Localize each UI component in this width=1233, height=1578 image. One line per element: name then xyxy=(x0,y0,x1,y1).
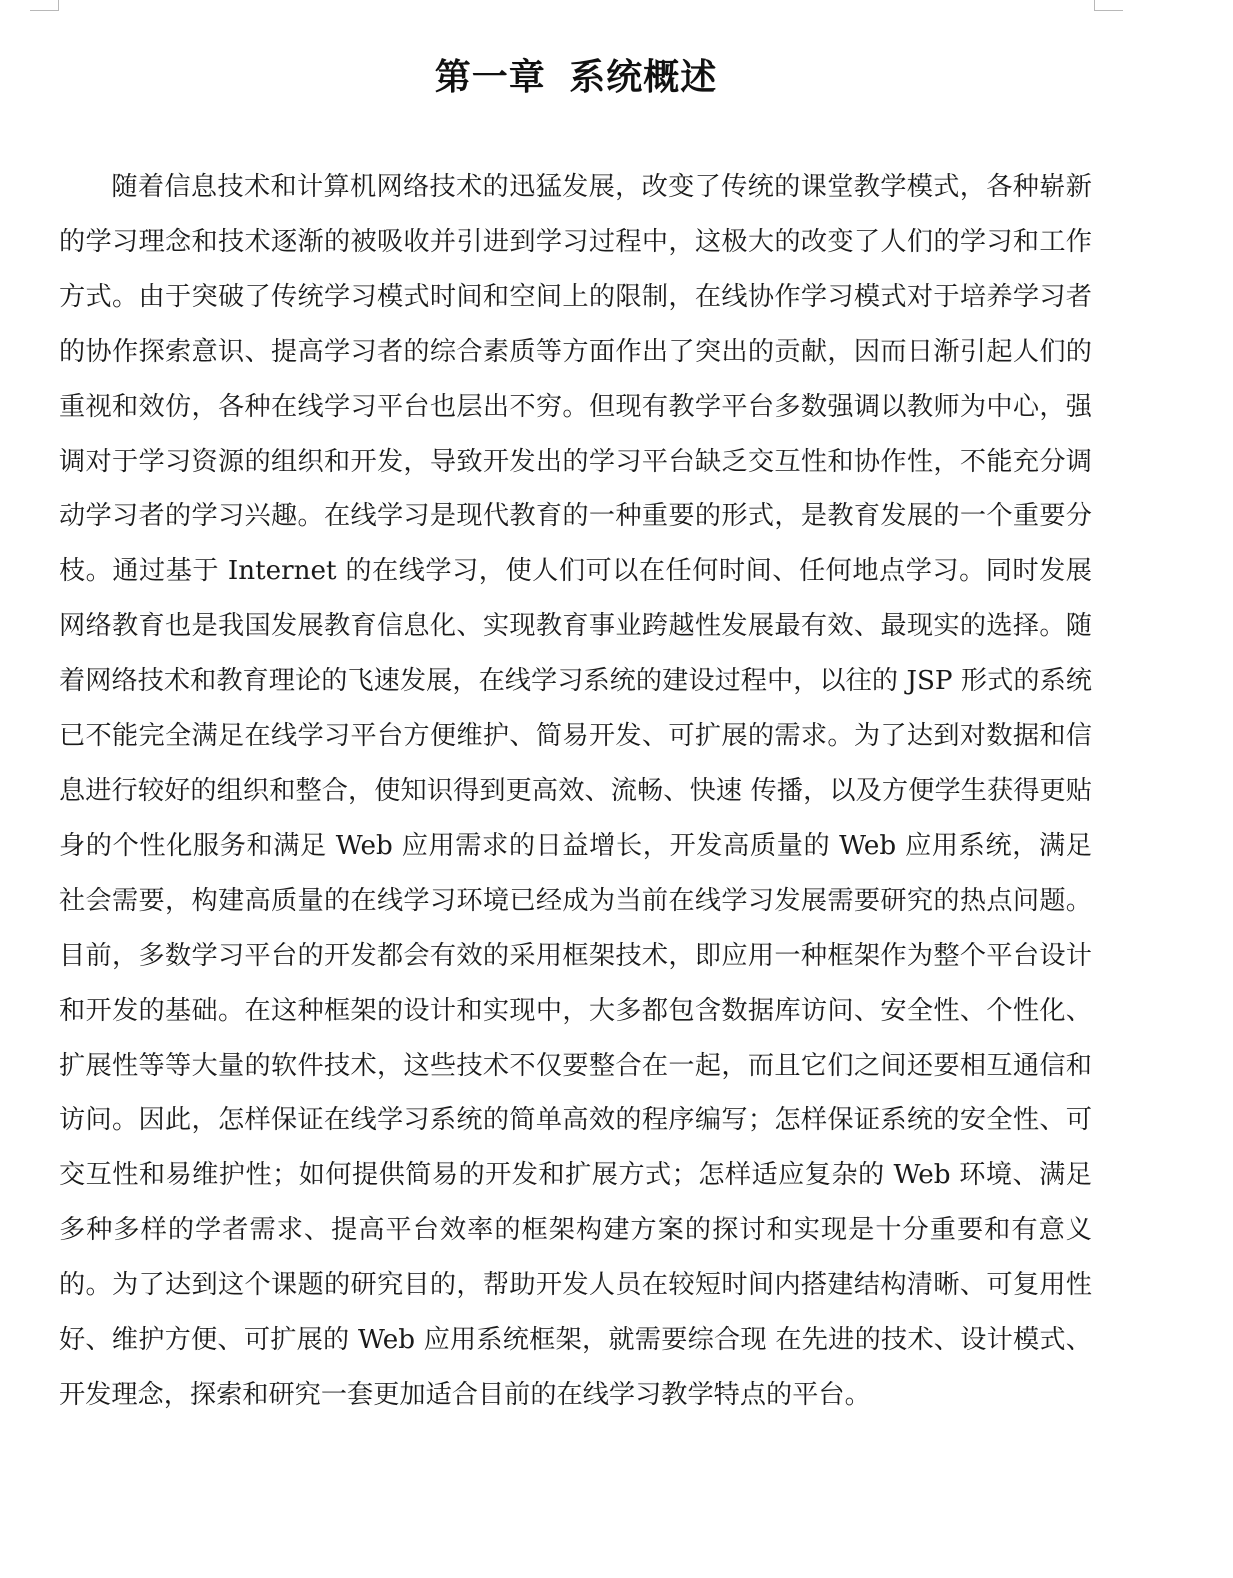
crop-mark-top-left xyxy=(30,0,59,11)
body-paragraph: 随着信息技术和计算机网络技术的迅猛发展，改变了传统的课堂教学模式，各种崭新的学习理念和技术逐渐的被吸收并引进到学习过程中，这极大的改变了人们的学习和工作方式。由于突破了传统学习模式时间和空间上的限制，在线协作学习模式对于培养学习者的协作探索意识、提高学习者的综合素质等方面作出了突出的贡献，因而日渐引起人们的重视和效仿，各种在线学习平台也层出不穷。但现有教学平台多数强调以教师为中心，强调对于学习资源的组织和开发，导致开发出的学习平台缺乏交互性和协作性，不能充分调动学习者的学习兴趣。在线学习是现代教育的一种重要的形式，是教育发展的一个重要分枝。通过基于 Internet 的在线学习，使人们可以在任何时间、任何地点学习。同时发展网络教育也是我国发展教育信息化、实现教育事业跨越性发展最有效、最现实的选择。随着网络技术和教育理论的飞速发展，在线学习系统的建设过程中，以往的 JSP 形式的系统已不能完全满足在线学习平台方便维护、简易开发、可扩展的需求。为了达到对数据和信息进行较好的组织和整合，使知识得到更高效、流畅、快速 传播，以及方便学生获得更贴身的个性化服务和满足 Web 应用需求的日益增长，开发高质量的 Web 应用系统，满足社会需要，构建高质量的在线学习环境已经成为当前在线学习发展需要研究的热点问题。目前，多数学习平台的开发都会有效的采用框架技术，即应用一种框架作为整个平台设计和开发的基础。在这种框架的设计和实现中，大多都包含数据库访问、安全性、个性化、扩展性等等大量的软件技术，这些技术不仅要整合在一起，而且它们之间还要相互通信和访问。因此，怎样保证在线学习系统的简单高效的程序编写；怎样保证系统的安全性、可交互性和易维护性；如何提供简易的开发和扩展方式；怎样适应复杂的 Web 环境、满足多种多样的学者需求、提高平台效率的框架构建方案的探讨和实现是十分重要和有意义的。为了达到这个课题的研究目的，帮助开发人员在较短时间内搭建结构清晰、可复用性好、维护方便、可扩展的 Web 应用系统框架，就需要综合现 在先进的技术、设计模式、开发理念，探索和研究一套更加适合目前的在线学习教学特点的平台。 xyxy=(59,172,1092,1410)
chapter-title: 第一章 系统概述 xyxy=(434,57,718,98)
crop-mark-top-right xyxy=(1094,0,1123,11)
